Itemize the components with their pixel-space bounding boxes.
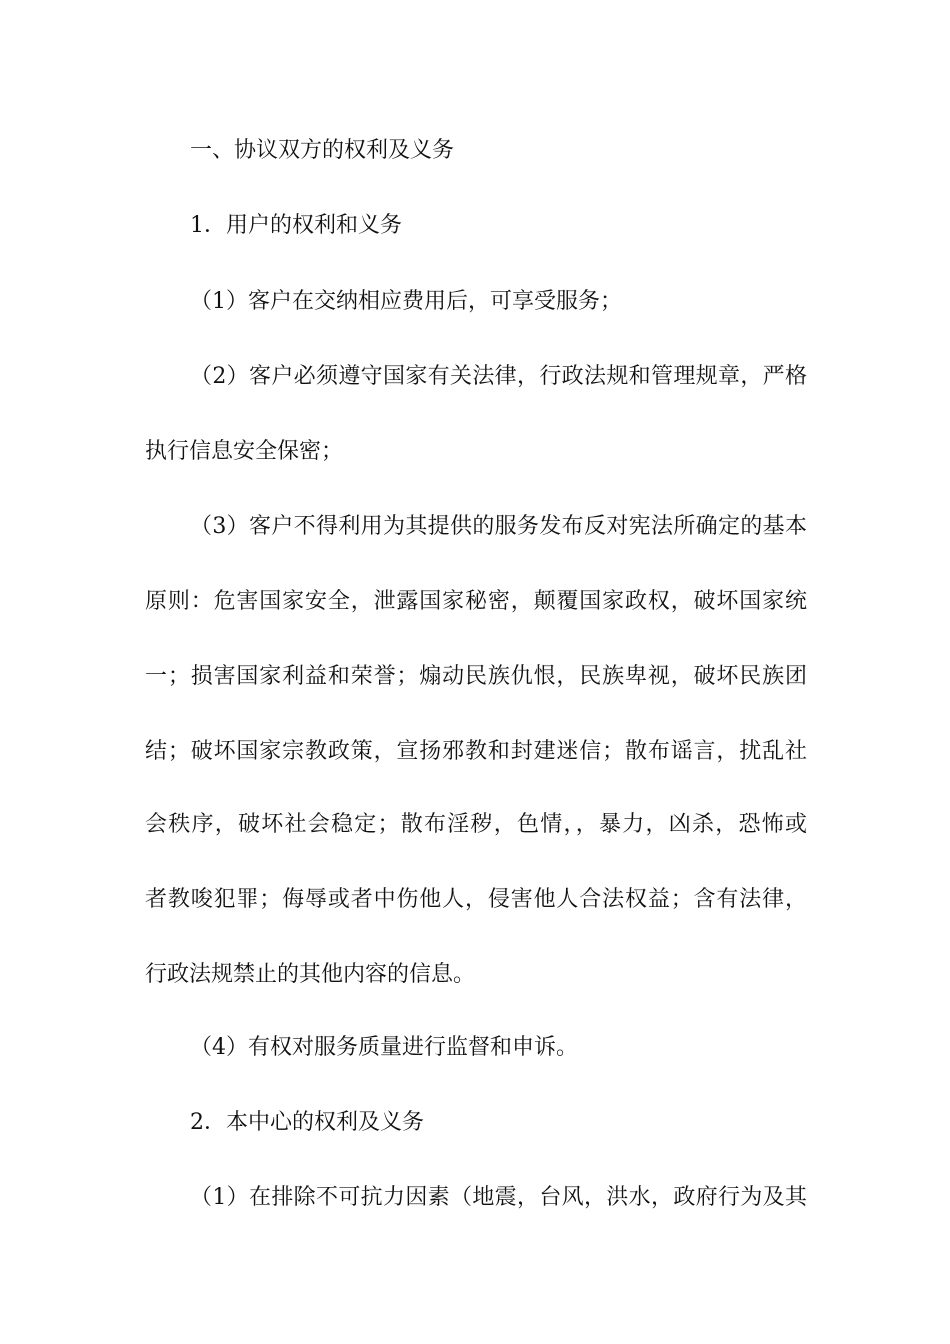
paragraph-line: （4）有权对服务质量进行监督和申诉。	[190, 1035, 578, 1060]
paragraph-line: （2）客户必须遵守国家有关法律，行政法规和管理规章，严格	[190, 364, 807, 389]
section-heading: 一、协议双方的权利及义务	[190, 138, 455, 163]
paragraph-line: 者教唆犯罪；侮辱或者中伤他人，侵害他人合法权益；含有法律，	[145, 887, 807, 912]
paragraph-line: 原则：危害国家安全，泄露国家秘密，颠覆国家政权，破坏国家统	[145, 589, 807, 614]
paragraph-line: 结；破坏国家宗教政策，宣扬邪教和封建迷信；散布谣言，扰乱社	[145, 739, 807, 764]
paragraph-line: （1）在排除不可抗力因素（地震，台风，洪水，政府行为及其	[190, 1185, 807, 1210]
paragraph-line: 会秩序，破坏社会稳定；散布淫秽，色情，，暴力，凶杀，恐怖或	[145, 812, 807, 837]
subsection-heading: 1．用户的权利和义务	[190, 213, 402, 238]
subsection-heading: 2．本中心的权利及义务	[190, 1110, 424, 1135]
paragraph-line: 行政法规禁止的其他内容的信息。	[145, 962, 476, 987]
paragraph-line: （3）客户不得利用为其提供的服务发布反对宪法所确定的基本	[190, 514, 807, 539]
paragraph-line: （1）客户在交纳相应费用后，可享受服务；	[190, 289, 622, 314]
paragraph-line: 执行信息安全保密；	[145, 439, 344, 464]
paragraph-line: 一；损害国家利益和荣誉；煽动民族仇恨，民族卑视，破坏民族团	[145, 664, 807, 689]
